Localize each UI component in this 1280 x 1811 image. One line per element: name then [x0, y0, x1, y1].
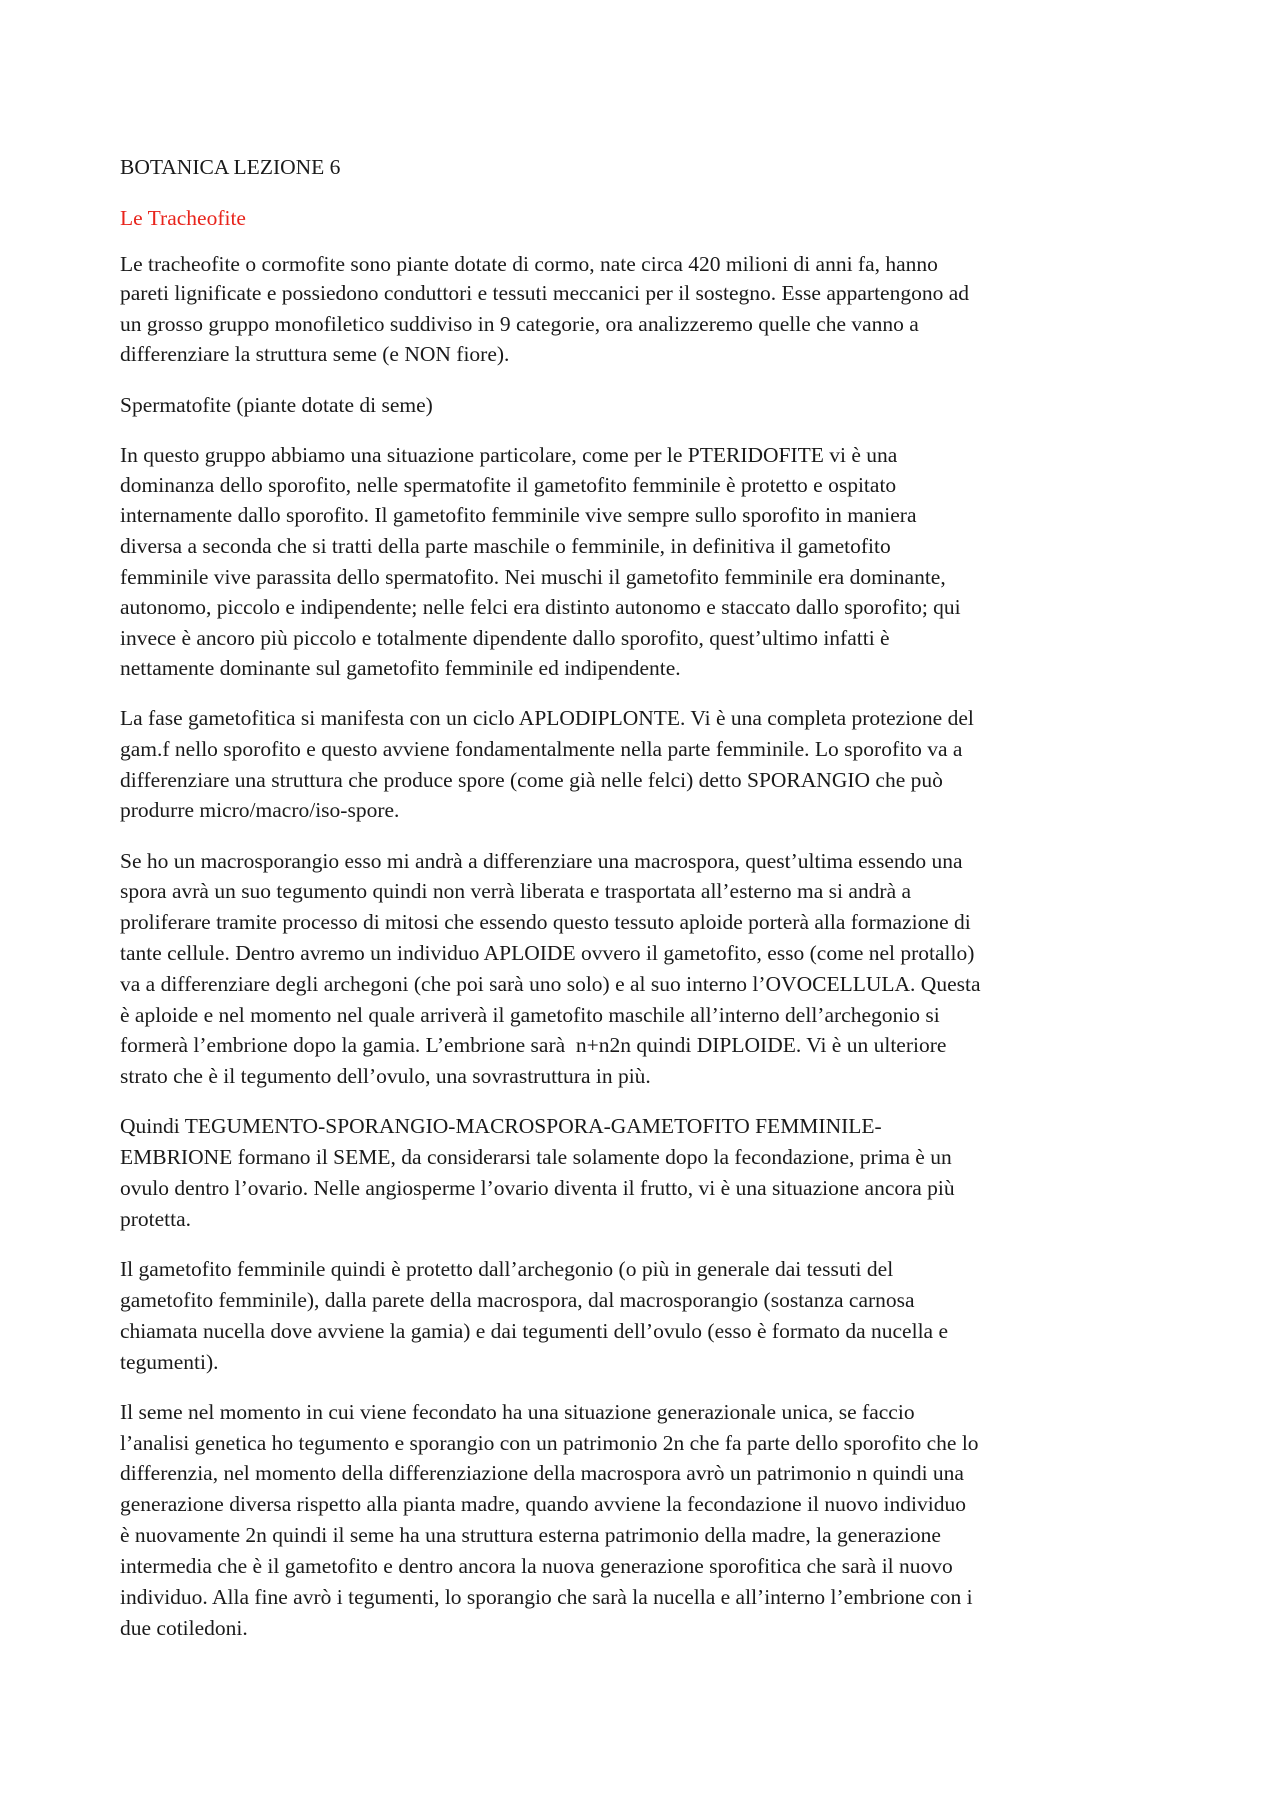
text-line: è nuovamente 2n quindi il seme ha una struttura esterna patrimonio della madre, la generazione — [120, 1523, 941, 1547]
text-line: EMBRIONE formano il SEME, da considerarsi tale solamente dopo la fecondazione, prima è un — [120, 1145, 952, 1169]
text-line: In questo gruppo abbiamo una situazione particolare, come per le PTERIDOFITE vi è una — [120, 443, 898, 467]
section-title: Le Tracheofite — [120, 206, 246, 230]
text-line: femminile vive parassita dello spermatofito. Nei muschi il gametofito femminile era dominante, — [120, 565, 946, 589]
text-line: strato che è il tegumento dell’ovulo, una sovrastruttura in più. — [120, 1064, 651, 1088]
text-line: tegumenti). — [120, 1350, 219, 1374]
text-line: autonomo, piccolo e indipendente; nelle felci era distinto autonomo e staccato dallo sporofito; qui — [120, 595, 961, 619]
text-line: Se ho un macrosporangio esso mi andrà a differenziare una macrospora, quest’ultima essendo una — [120, 849, 963, 873]
text-line: nettamente dominante sul gametofito femminile ed indipendente. — [120, 656, 681, 680]
text-line: Quindi TEGUMENTO-SPORANGIO-MACROSPORA-GAMETOFITO FEMMINILE- — [120, 1114, 882, 1138]
text-line: formerà l’embrione dopo la gamia. L’embrione sarà n+n2n quindi DIPLOIDE. Vi è un ulteriore — [120, 1033, 947, 1057]
text-line: intermedia che è il gametofito e dentro ancora la nuova generazione sporofitica che sarà il nuovo — [120, 1554, 953, 1578]
text-line: spora avrà un suo tegumento quindi non verrà liberata e trasportata all’esterno ma si andrà a — [120, 879, 912, 903]
text-line: tante cellule. Dentro avremo un individuo APLOIDE ovvero il gametofito, esso (come nel protallo) — [120, 941, 975, 965]
text-line: generazione diversa rispetto alla pianta madre, quando avviene la fecondazione il nuovo individuo — [120, 1492, 966, 1516]
text-line: pareti lignificate e possiedono conduttori e tessuti meccanici per il sostegno. Esse appartengono ad — [120, 281, 969, 305]
text-line: differenziare una struttura che produce spore (come già nelle felci) detto SPORANGIO che può — [120, 768, 943, 792]
text-line: Il gametofito femminile quindi è protetto dall’archegonio (o più in generale dai tessuti del — [120, 1257, 894, 1281]
text-line: Spermatofite (piante dotate di seme) — [120, 393, 433, 417]
text-line: differenzia, nel momento della differenziazione della macrospora avrò un patrimonio n quindi una — [120, 1461, 964, 1485]
text-line: Il seme nel momento in cui viene fecondato ha una situazione generazionale unica, se faccio — [120, 1400, 915, 1424]
text-line: La fase gametofitica si manifesta con un ciclo APLODIPLONTE. Vi è una completa protezione del — [120, 706, 974, 730]
text-line: va a differenziare degli archegoni (che poi sarà uno solo) e al suo interno l’OVOCELLULA. Questa — [120, 972, 981, 996]
text-line: gam.f nello sporofito e questo avviene fondamentalmente nella parte femminile. Lo sporofito va a — [120, 737, 963, 761]
text-line: dominanza dello sporofito, nelle spermatofite il gametofito femminile è protetto e ospitato — [120, 473, 897, 497]
text-line: internamente dallo sporofito. Il gametofito femminile vive sempre sullo sporofito in maniera — [120, 503, 917, 527]
text-line: un grosso gruppo monofiletico suddiviso in 9 categorie, ora analizzeremo quelle che vanno a — [120, 312, 919, 336]
text-line: differenziare la struttura seme (e NON fiore). — [120, 342, 510, 366]
text-line: proliferare tramite processo di mitosi che essendo questo tessuto aploide porterà alla formazione di — [120, 910, 971, 934]
text-line: l’analisi genetica ho tegumento e sporangio con un patrimonio 2n che fa parte dello sporofito che lo — [120, 1431, 979, 1455]
text-line: protetta. — [120, 1207, 192, 1231]
text-line: Le tracheofite o cormofite sono piante dotate di cormo, nate circa 420 milioni di anni fa, hanno — [120, 252, 938, 276]
text-line: diversa a seconda che si tratti della parte maschile o femminile, in definitiva il gametofito — [120, 534, 891, 558]
text-line: individuo. Alla fine avrò i tegumenti, lo sporangio che sarà la nucella e all’interno l’embrione con i — [120, 1585, 973, 1609]
page-title: BOTANICA LEZIONE 6 — [120, 155, 341, 179]
text-line: produrre micro/macro/iso-spore. — [120, 798, 400, 822]
text-line: è aploide e nel momento nel quale arriverà il gametofito maschile all’interno dell’archegonio si — [120, 1003, 940, 1027]
text-line: chiamata nucella dove avviene la gamia) e dai tegumenti dell’ovulo (esso è formato da nucella e — [120, 1319, 949, 1343]
text-line: gametofito femminile), dalla parete della macrospora, dal macrosporangio (sostanza carnosa — [120, 1288, 915, 1312]
text-line: invece è ancoro più piccolo e totalmente dipendente dallo sporofito, quest’ultimo infatti è — [120, 626, 890, 650]
text-line: due cotiledoni. — [120, 1616, 248, 1640]
text-line: ovulo dentro l’ovario. Nelle angiosperme l’ovario diventa il frutto, vi è una situazione ancora più — [120, 1176, 955, 1200]
